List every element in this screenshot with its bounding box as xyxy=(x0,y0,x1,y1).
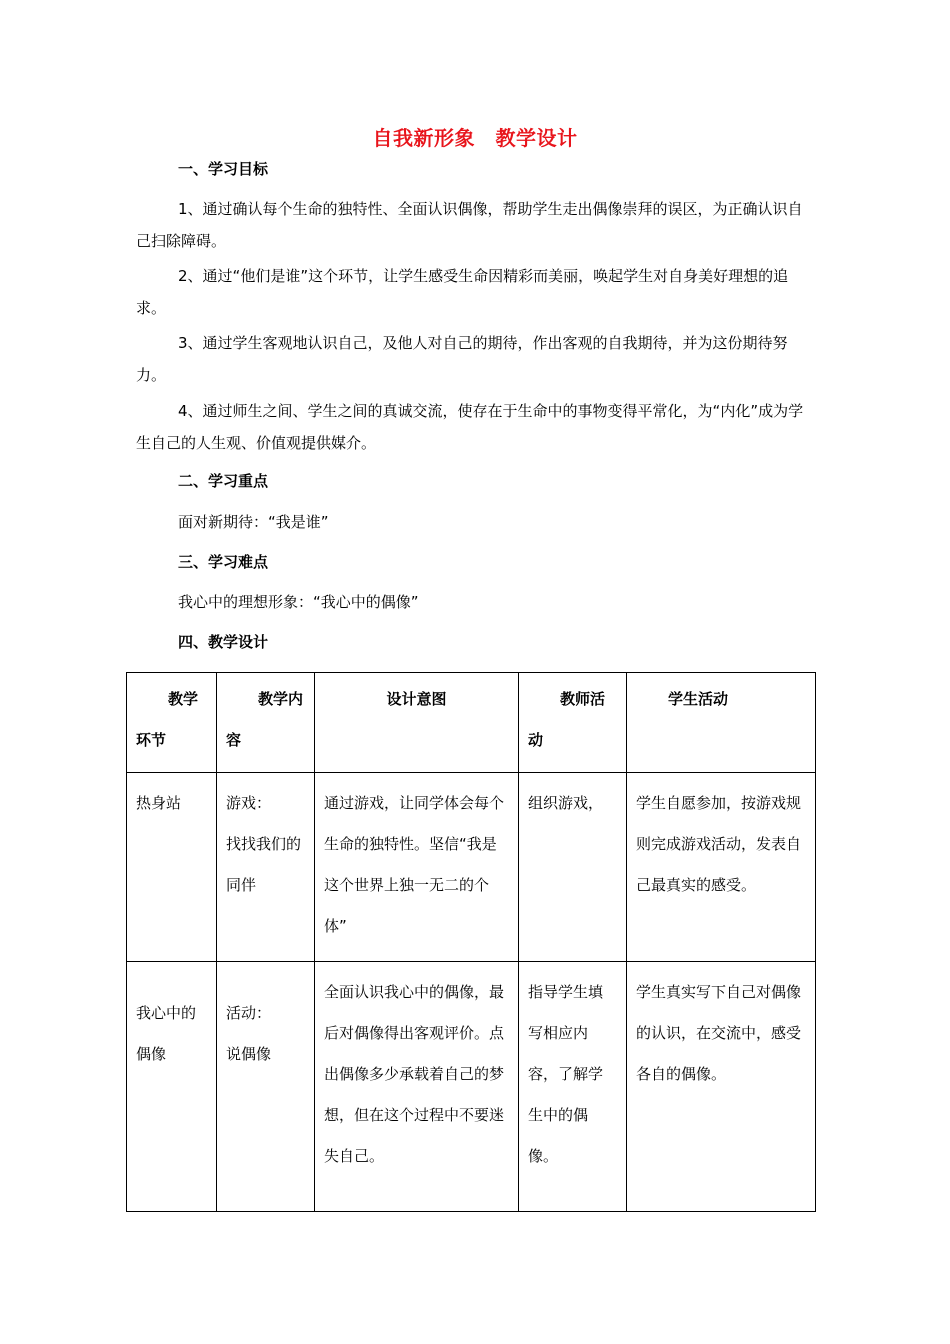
section-heading-design: 四、教学设计 xyxy=(178,633,269,651)
section-heading-difficulties: 三、学习难点 xyxy=(178,553,269,571)
section-heading-goals: 一、学习目标 xyxy=(178,160,269,178)
goal-item-4: 4、通过师生之间、学生之间的真诚交流，使存在于生命中的事物变得平常化，为“内化”成为学生自己的人生观、价值观提供媒介。 xyxy=(136,402,804,452)
cell-content xyxy=(217,962,315,1212)
header-intent: 设计意图 xyxy=(315,673,519,773)
teaching-design-table xyxy=(126,672,816,1212)
cell-stage: 我心中的偶像 xyxy=(127,962,217,1212)
cell-stage: 热身站 xyxy=(127,773,217,962)
header-student: 学生活动 xyxy=(627,673,816,773)
table-row xyxy=(127,962,816,1212)
key-points-text: 面对新期待：“我是谁” xyxy=(178,513,329,531)
table-row xyxy=(127,773,816,962)
cell-intent: 全面认识我心中的偶像，最后对偶像得出客观评价。点出偶像多少承载着自己的梦想，但在这个过程中不要迷失自己。 xyxy=(315,962,519,1212)
cell-teacher: 组织游戏， xyxy=(519,773,627,962)
section-heading-key-points: 二、学习重点 xyxy=(178,472,269,490)
cell-content xyxy=(217,773,315,962)
cell-student: 学生自愿参加，按游戏规则完成游戏活动，发表自己最真实的感受。 xyxy=(627,773,816,962)
header-stage: 教学环节 xyxy=(127,673,217,773)
cell-content-label: 活动： xyxy=(226,1004,272,1022)
goal-item-3: 3、通过学生客观地认识自己，及他人对自己的期待，作出客观的自我期待，并为这份期待努力。 xyxy=(136,334,788,384)
cell-content-label: 游戏： xyxy=(226,794,272,812)
header-content: 教学内容 xyxy=(217,673,315,773)
goal-item-1: 1、通过确认每个生命的独特性、全面认识偶像，帮助学生走出偶像崇拜的误区，为正确认识自己扫除障碍。 xyxy=(136,200,803,250)
cell-content-detail: 说偶像 xyxy=(226,1045,272,1063)
cell-teacher: 指导学生填写相应内容，了解学生中的偶像。 xyxy=(519,962,627,1212)
goal-item-2: 2、通过“他们是谁”这个环节，让学生感受生命因精彩而美丽，唤起学生对自身美好理想的追求。 xyxy=(136,267,789,317)
table-header-row xyxy=(127,673,816,773)
difficulties-text: 我心中的理想形象：“我心中的偶像” xyxy=(178,593,419,611)
header-teacher: 教师活动 xyxy=(519,673,627,773)
document-title: 自我新形象 教学设计 xyxy=(372,126,578,150)
cell-student: 学生真实写下自己对偶像的认识，在交流中，感受各自的偶像。 xyxy=(627,962,816,1212)
cell-content-detail: 找找我们的同伴 xyxy=(226,835,302,894)
cell-intent: 通过游戏，让同学体会每个生命的独特性。坚信“我是这个世界上独一无二的个体” xyxy=(315,773,519,962)
